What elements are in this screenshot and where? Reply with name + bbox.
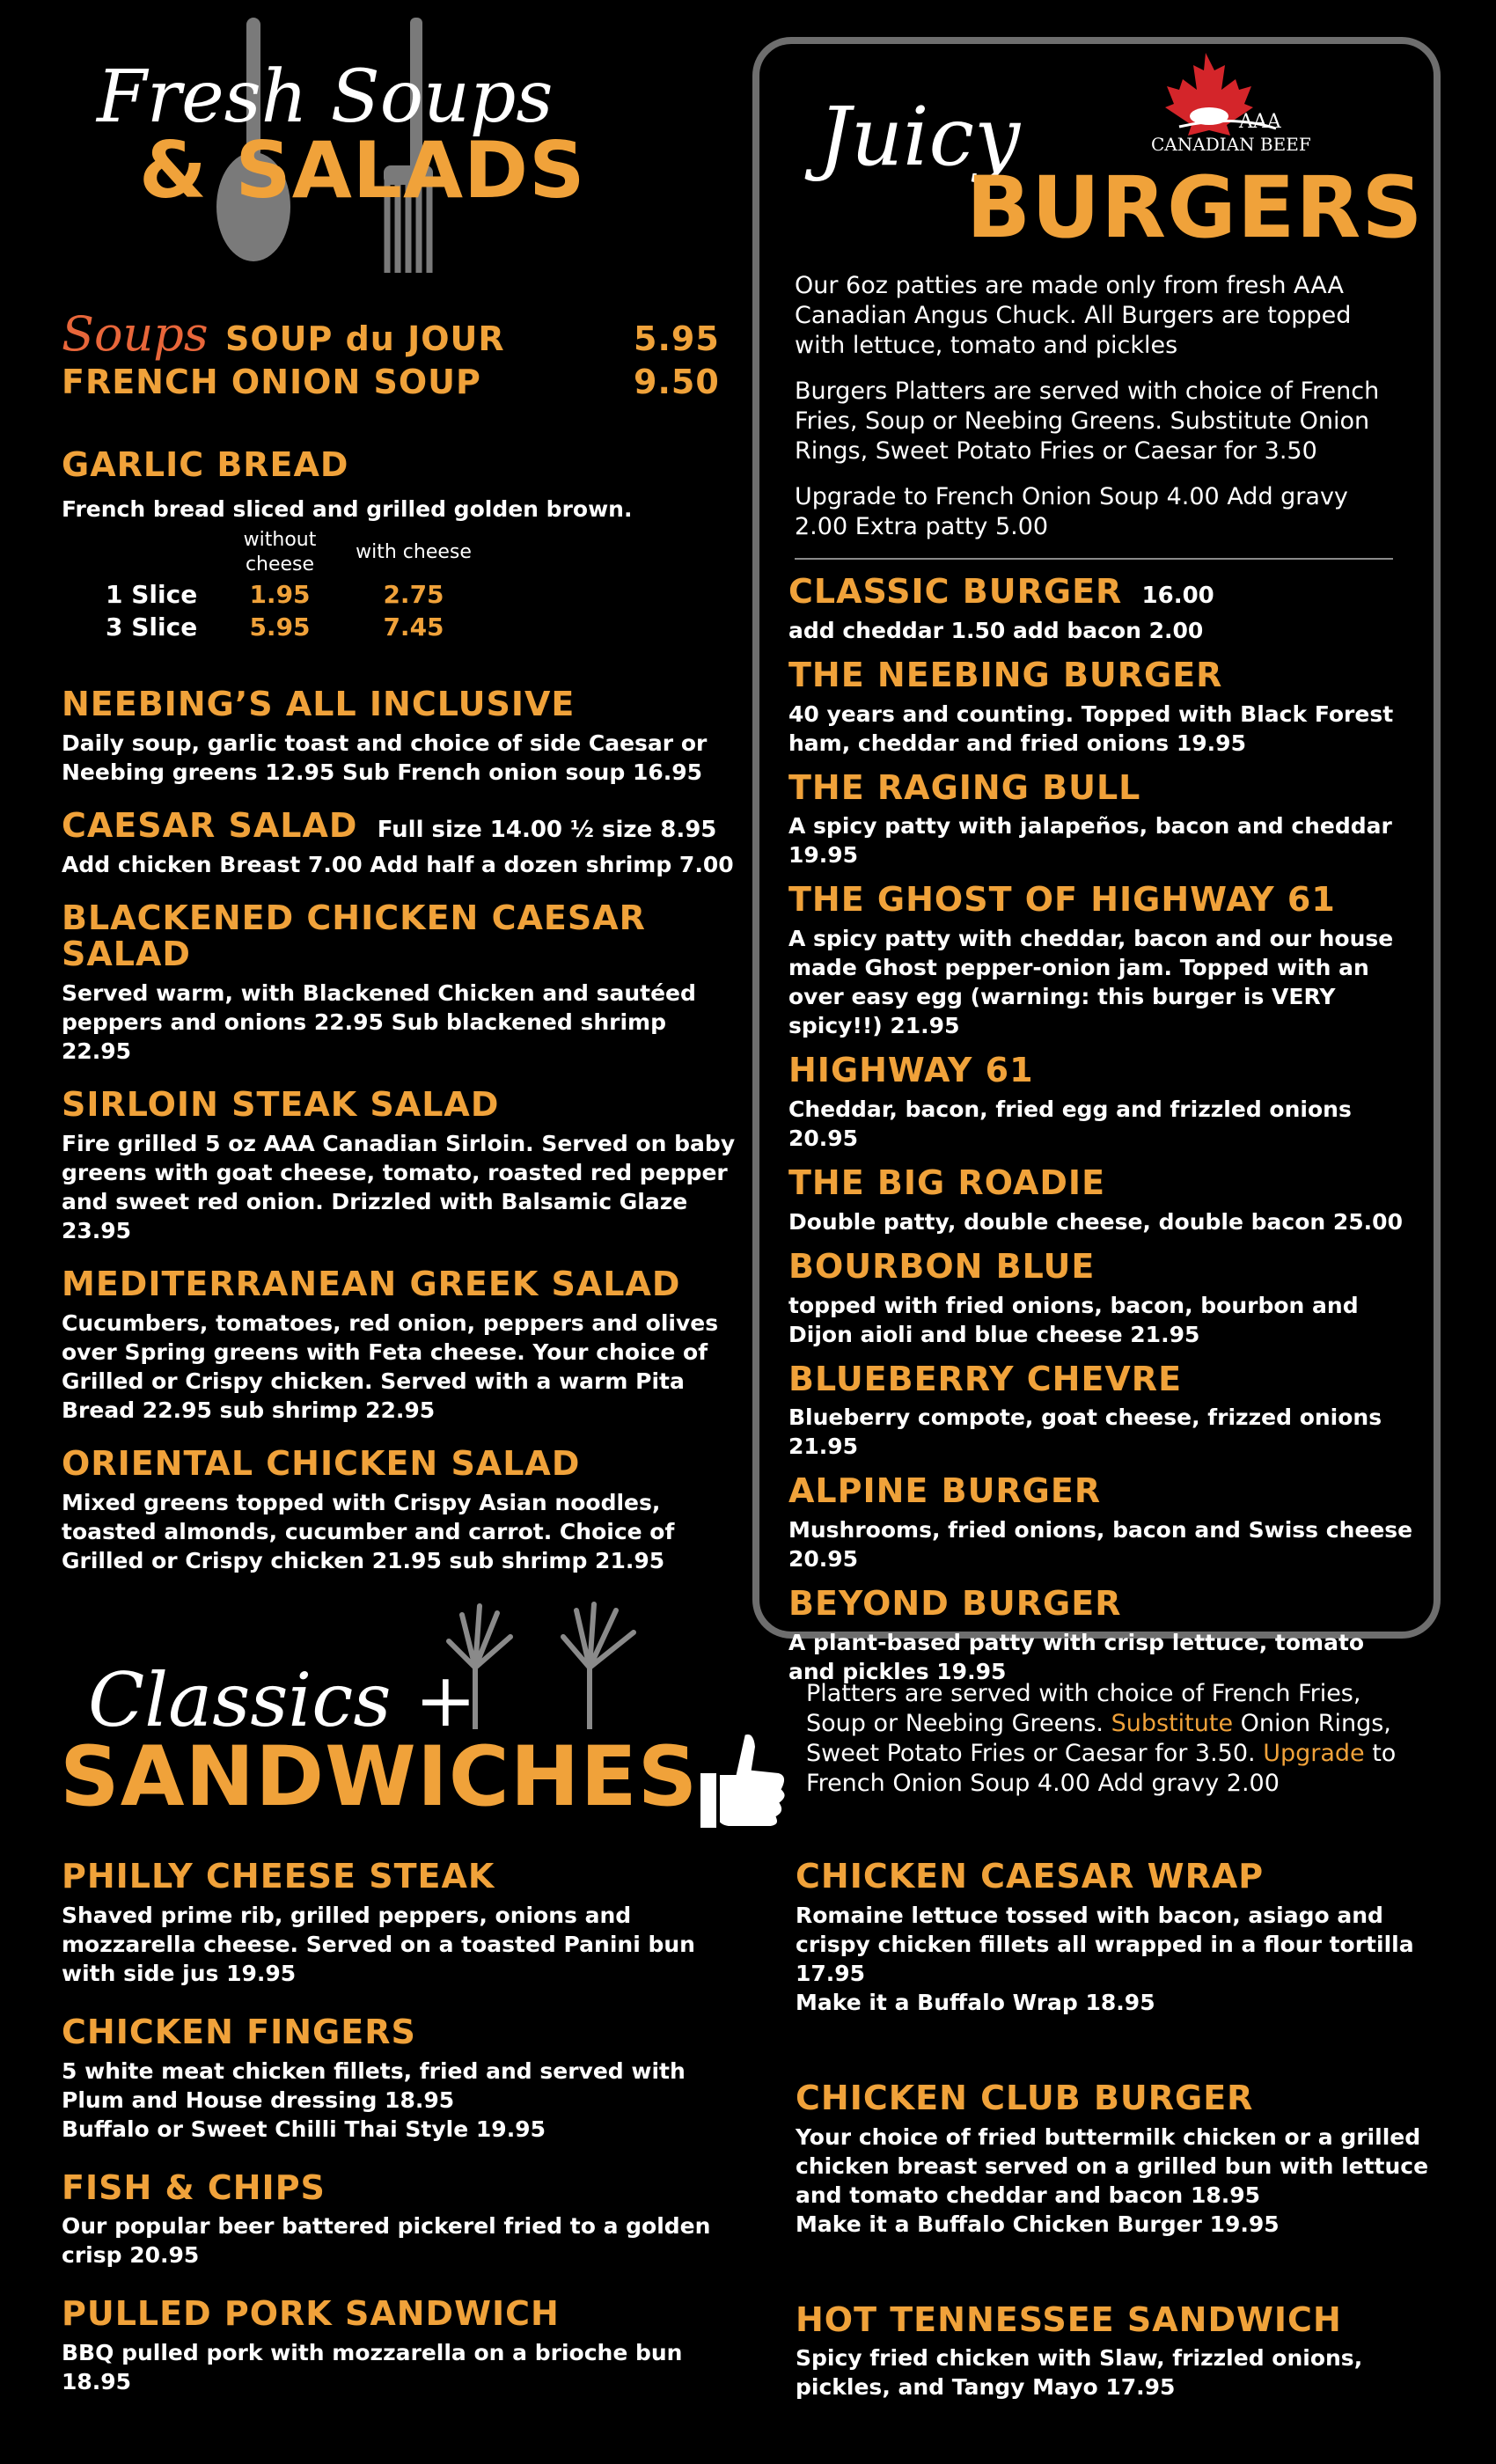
garlic-bread-title: GARLIC BREAD — [62, 445, 349, 484]
menu-item — [788, 657, 1413, 758]
sandwiches-left-list — [62, 1859, 722, 2416]
item-title: CAESAR SALAD — [62, 805, 358, 845]
menu-item — [796, 2299, 1429, 2402]
item-desc: Spicy fried chicken with Slaw, frizzled onions, pickles, and Tangy Mayo 17.95 — [796, 2345, 1363, 2401]
col-without-cheese: without cheese — [243, 528, 317, 576]
item-desc: topped with fried onions, bacon, bourbon and Dijon aioli and blue cheese 21.95 — [788, 1292, 1359, 1347]
item-title: BLUEBERRY CHEVRE — [788, 1359, 1183, 1398]
item-title: CHICKEN CAESAR WRAP — [796, 1857, 1265, 1896]
item-desc: Cheddar, bacon, fried egg and frizzled onions 20.95 — [788, 1096, 1352, 1151]
menu-item — [788, 882, 1413, 1040]
burgers-list — [788, 574, 1413, 1686]
soups-label: Soups — [62, 306, 209, 362]
item-desc: BBQ pulled pork with mozzarella on a brioche bun 18.95 — [62, 2340, 683, 2395]
item-title: ORIENTAL CHICKEN SALAD — [62, 1443, 581, 1483]
item-title-row — [62, 805, 739, 845]
item-title: CHICKEN FINGERS — [62, 2012, 416, 2051]
menu-item — [62, 1087, 739, 1245]
sandwiches-header — [53, 1597, 810, 1852]
item-title: THE GHOST OF HIGHWAY 61 — [788, 880, 1336, 920]
french-onion-price: 9.50 — [634, 363, 720, 401]
item-desc: Your choice of fried buttermilk chicken or a grilled chicken breast served on a grilled bun with lettuce and tomato cheddar and bacon 18.95 — [796, 2123, 1429, 2208]
garlic-bread-desc: French bread sliced and grilled golden brown. — [62, 495, 633, 522]
item-desc: Served warm, with Blackened Chicken and sautéed peppers and onions 22.95 Sub blackened shrimp 22.95 — [62, 980, 696, 1065]
platter-note-substitute: Substitute — [1111, 1710, 1234, 1737]
menu-item — [62, 805, 739, 879]
platter-note — [806, 1679, 1404, 1799]
item-title: CLASSIC BURGER — [788, 572, 1123, 611]
menu-item — [62, 2296, 722, 2396]
item-desc-extra: Buffalo or Sweet Chilli Thai Style 19.95 — [62, 2116, 546, 2142]
item-desc: Our popular beer battered pickerel fried to a golden crisp 20.95 — [62, 2213, 711, 2269]
item-title: THE BIG ROADIE — [788, 1162, 1106, 1202]
item-desc: Add chicken Breast 7.00 Add half a dozen shrimp 7.00 — [62, 851, 734, 877]
item-title: PULLED PORK SANDWICH — [62, 2294, 560, 2334]
soup-du-jour-name: SOUP du JOUR — [225, 319, 505, 358]
burgers-heading-big: BURGERS — [966, 158, 1424, 257]
row-3-slice-without: 5.95 — [249, 612, 311, 642]
item-title: ALPINE BURGER — [788, 1471, 1102, 1511]
item-desc: Cucumbers, tomatoes, red onion, peppers and olives over Spring greens with Feta cheese. Your choice of Grilled or Crispy chicken. Served with a warm Pita Bread 22.95 sub shrimp 22.95 — [62, 1309, 719, 1423]
row-1-slice-without: 1.95 — [249, 579, 311, 609]
item-desc: Mixed greens topped with Crispy Asian noodles, toasted almonds, cucumber and carrot. Choice of Grilled or Crispy chicken 21.95 sub shrimp 21.95 — [62, 1489, 675, 1573]
soups-salads-header — [53, 18, 686, 282]
row-3-slice-label: 3 Slice — [106, 612, 198, 642]
menu-item — [796, 1859, 1429, 2017]
item-title: THE NEEBING BURGER — [788, 655, 1223, 694]
item-desc: Daily soup, garlic toast and choice of side Caesar or Neebing greens 12.95 Sub French onion soup 16.95 — [62, 730, 708, 785]
item-inline-price: 16.00 — [1141, 583, 1214, 609]
item-desc: Romaine lettuce tossed with bacon, asiago and crispy chicken fillets all wrapped in a flour tortilla 17.95 — [796, 1902, 1414, 1986]
item-desc: Mushrooms, fried onions, bacon and Swiss cheese 20.95 — [788, 1517, 1413, 1573]
item-title-row — [788, 574, 1413, 611]
menu-item — [788, 767, 1413, 870]
platter-note-substitute-rest: Onion Rings, Sweet Potato Fries or Caesar for 3.50. — [806, 1710, 1391, 1767]
menu-item — [788, 1162, 1413, 1236]
soups-section — [62, 306, 720, 417]
item-desc: add cheddar 1.50 add bacon 2.00 — [788, 617, 1204, 643]
soups-heading-script: Fresh Soups — [97, 55, 554, 139]
row-1-slice-with: 2.75 — [383, 579, 444, 609]
item-title: PHILLY CHEESE STEAK — [62, 1857, 495, 1896]
item-title: FISH & CHIPS — [62, 2167, 326, 2207]
item-desc: Fire grilled 5 oz AAA Canadian Sirloin. Served on baby greens with goat cheese, tomato, roasted red pepper and sweet red onion. Drizzled with Balsamic Glaze 23.95 — [62, 1130, 736, 1243]
item-title: CHICKEN CLUB BURGER — [796, 2078, 1254, 2117]
item-desc: A spicy patty with jalapeños, bacon and cheddar 19.95 — [788, 813, 1392, 869]
menu-item — [62, 1266, 739, 1425]
menu-item — [62, 2167, 722, 2270]
item-title: THE RAGING BULL — [788, 767, 1141, 807]
maple-leaf-icon — [1144, 53, 1320, 141]
row-1-slice-label: 1 Slice — [106, 579, 198, 609]
item-title: HIGHWAY 61 — [788, 1051, 1034, 1090]
salads-list — [62, 686, 739, 1595]
menu-item — [788, 1052, 1413, 1153]
menu-item — [62, 686, 739, 787]
col-with-cheese: with cheese — [356, 540, 472, 563]
garlic-bread — [62, 447, 713, 643]
menu-item — [796, 2080, 1429, 2239]
menu-item — [788, 574, 1413, 645]
platter-note-line1: Platters are served with choice of French Fries, Soup or Neebing Greens. — [806, 1680, 1361, 1737]
soup-du-jour-row — [62, 306, 720, 364]
menu-item — [62, 1859, 722, 1988]
item-desc: Blueberry compote, goat cheese, frizzed onions 21.95 — [788, 1404, 1382, 1460]
platter-note-upgrade: Upgrade — [1263, 1740, 1365, 1767]
menu-item — [788, 1586, 1413, 1686]
menu-item — [788, 1473, 1413, 1573]
item-title: BEYOND BURGER — [788, 1584, 1122, 1624]
burgers-heading-script: Juicy — [818, 90, 1021, 184]
burgers-header — [792, 53, 1424, 273]
item-title: SIRLOIN STEAK SALAD — [62, 1085, 500, 1125]
french-onion-row — [62, 363, 720, 417]
menu-item — [62, 900, 739, 1067]
burgers-divider — [795, 558, 1393, 560]
item-desc: A spicy patty with cheddar, bacon and our house made Ghost pepper-onion jam. Topped with an over easy egg (warning: this burger is VERY spicy!!) 21.95 — [788, 926, 1394, 1039]
soup-du-jour-price: 5.95 — [634, 319, 720, 358]
item-desc-extra: Make it a Buffalo Chicken Burger 19.95 — [796, 2211, 1280, 2237]
sandwiches-heading-big: SANDWICHES — [60, 1729, 699, 1825]
item-desc: 5 white meat chicken fillets, fried and served with Plum and House dressing 18.95 — [62, 2057, 686, 2113]
row-3-slice-with: 7.45 — [383, 612, 444, 642]
burgers-intro-3: Upgrade to French Onion Soup 4.00 Add gravy 2.00 Extra patty 5.00 — [795, 483, 1348, 540]
burgers-intro — [795, 271, 1402, 560]
platter-note-upgrade-rest: to French Onion Soup 4.00 Add gravy 2.00 — [806, 1740, 1397, 1797]
item-desc: Double patty, double cheese, double bacon 25.00 — [788, 1208, 1403, 1235]
item-title: BLACKENED CHICKEN CAESAR SALAD — [62, 898, 646, 974]
item-title: BOURBON BLUE — [788, 1246, 1096, 1286]
item-title: MEDITERRANEAN GREEK SALAD — [62, 1264, 681, 1303]
burgers-intro-2: Burgers Platters are served with choice of French Fries, Soup or Neebing Greens. Substitute Onion Rings, Sweet Potato Fries or Caesar for 3.50 — [795, 378, 1380, 465]
soups-heading-big: & SALADS — [139, 125, 586, 216]
menu-item — [788, 1246, 1413, 1349]
item-title: HOT TENNESSEE SANDWICH — [796, 2299, 1342, 2339]
logo-text-aaa: AAA — [1239, 111, 1281, 133]
french-onion-name: FRENCH ONION SOUP — [62, 363, 481, 401]
logo-text-canadian-beef: CANADIAN BEEF — [1151, 134, 1311, 155]
item-desc-extra: Make it a Buffalo Wrap 18.95 — [796, 1989, 1155, 2015]
item-title: NEEBING’S ALL INCLUSIVE — [62, 685, 576, 723]
burgers-intro-1: Our 6oz patties are made only from fresh AAA Canadian Angus Chuck. All Burgers are topped with lettuce, tomato and pickles — [795, 272, 1352, 359]
item-inline-price: Full size 14.00 ½ size 8.95 — [377, 816, 717, 843]
aaa-canadian-beef-logo — [1144, 53, 1320, 176]
sandwiches-right-list — [796, 1859, 1429, 2421]
menu-item — [788, 1361, 1413, 1462]
item-desc: A plant-based patty with crisp lettuce, tomato and pickles 19.95 — [788, 1629, 1365, 1684]
menu-item — [62, 1443, 739, 1575]
item-desc: Shaved prime rib, grilled peppers, onions and mozzarella cheese. Served on a toasted Panini bun with side jus 19.95 — [62, 1902, 695, 1986]
menu-item — [62, 2014, 722, 2144]
thumbs-up-icon — [695, 1720, 792, 1835]
sandwiches-heading-script: Classics + — [88, 1657, 477, 1743]
garlic-bread-price-table — [106, 527, 480, 643]
item-desc: 40 years and counting. Topped with Black Forest ham, cheddar and fried onions 19.95 — [788, 700, 1394, 756]
